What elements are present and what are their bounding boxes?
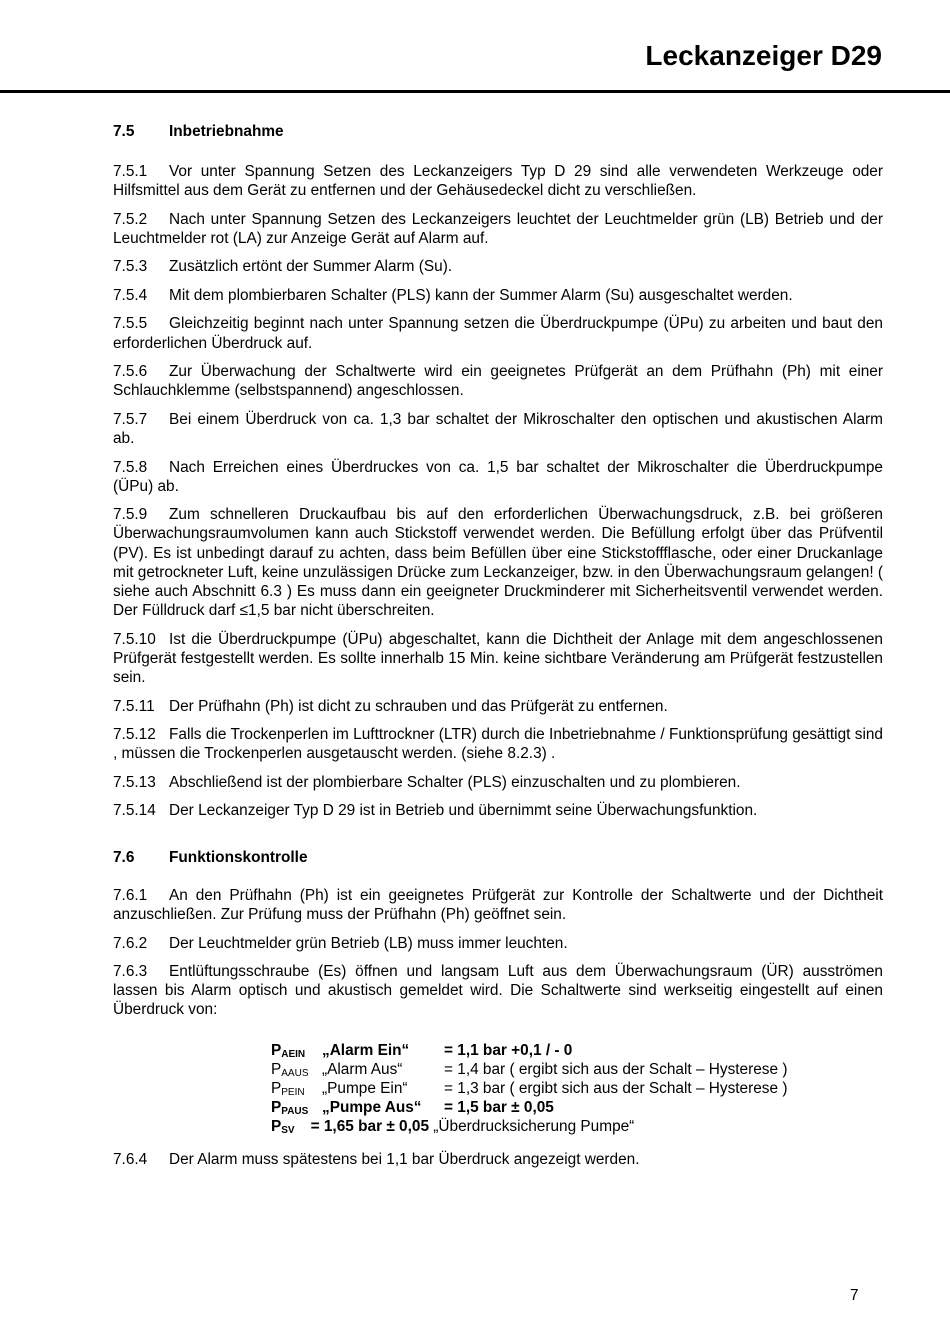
paragraph [113, 886, 883, 924]
paragraph [113, 773, 883, 792]
paragraph-number: 7.5.6 [113, 363, 148, 381]
paragraph [113, 630, 883, 688]
paragraph [113, 410, 883, 448]
paragraph [113, 162, 883, 200]
paragraph-number: 7.5.7 [113, 410, 148, 428]
paragraph-number: 7.5.2 [113, 210, 148, 228]
paragraph [113, 210, 883, 248]
paragraph-text: Mit dem plombierbaren Schalter (PLS) kann der Summer Alarm (Su) ausgeschaltet werden. [169, 286, 793, 304]
paragraph-text: Falls die Trockenperlen im Lufttrockner (LTR) durch die Inbetriebnahme / Funktionsprüfung gesättigt sind , müssen die Trockenperlen ausgetauscht werden. (siehe 8.2.3) . [113, 726, 883, 763]
paragraph-number: 7.5.14 [113, 802, 156, 820]
paragraph-number: 7.6.1 [113, 886, 148, 904]
spec-value: = 1,1 bar +0,1 / - 0 [444, 1041, 573, 1059]
paragraph [113, 697, 883, 716]
paragraph-number: 7.5.8 [113, 458, 148, 476]
spec-value: = 1,65 bar ± 0,05 [310, 1118, 430, 1136]
spec-row-sv [271, 1117, 883, 1136]
paragraph-text: Entlüftungsschraube (Es) öffnen und langsam Luft aus dem Überwachungsraum (ÜR) ausströmen lassen bis Alarm optisch und akustisch gemeldet wird. Die Schaltwerte sind werkseitig eingestellt auf einen Überdruck von: [113, 963, 883, 1019]
paragraph-number: 7.5.5 [113, 315, 148, 333]
paragraph-number: 7.5.4 [113, 286, 148, 304]
paragraph-text: Der Prüfhahn (Ph) ist dicht zu schrauben und das Prüfgerät zu entfernen. [169, 697, 668, 715]
document-body [113, 122, 883, 1178]
paragraph-text: Der Leuchtmelder grün Betrieb (LB) muss immer leuchten. [169, 934, 568, 952]
paragraph-text: Abschließend ist der plombierbare Schalter (PLS) einzuschalten und zu plombieren. [169, 773, 741, 791]
paragraph [113, 962, 883, 1020]
spec-value: = 1,4 bar ( ergibt sich aus der Schalt – Hysterese ) [444, 1060, 788, 1078]
paragraph [113, 362, 883, 400]
page-title: Leckanzeiger D29 [645, 40, 882, 71]
spec-description: „Überdrucksicherung Pumpe“ [429, 1118, 635, 1136]
pressure-symbol: $P_{AEIN}$ [271, 1041, 306, 1060]
paragraph [113, 725, 883, 763]
paragraph-number: 7.6.2 [113, 934, 148, 952]
section-title: Inbetriebnahme [169, 123, 284, 140]
spec-label: „Pumpe Aus“ [322, 1099, 422, 1117]
paragraph-number: 7.5.11 [113, 697, 155, 715]
paragraph [113, 314, 883, 352]
header-rule [0, 90, 950, 93]
section-heading-7-5 [113, 122, 883, 141]
spec-value: = 1,5 bar ± 0,05 [444, 1099, 554, 1117]
paragraph-text: Der Leckanzeiger Typ D 29 ist in Betrieb und übernimmt seine Überwachungsfunktion. [169, 802, 758, 820]
paragraph-text: Zur Überwachung der Schaltwerte wird ein geeignetes Prüfgerät an dem Prüfhahn (Ph) mit einer Schlauchklemme (selbstspannend) angeschlossen. [113, 363, 883, 400]
spec-value: = 1,3 bar ( ergibt sich aus der Schalt – Hysterese ) [444, 1080, 788, 1098]
paragraph-number: 7.6.3 [113, 963, 148, 981]
pressure-symbol: $P_{AAUS}$ [271, 1060, 309, 1079]
paragraph-text: Der Alarm muss spätestens bei 1,1 bar Überdruck angezeigt werden. [169, 1150, 640, 1168]
paragraph-number: 7.5.13 [113, 773, 156, 791]
paragraph-text: Gleichzeitig beginnt nach unter Spannung setzen die Überdruckpumpe (ÜPu) zu arbeiten und baut den erforderlichen Überdruck auf. [113, 315, 883, 352]
spec-label: „Alarm Ein“ [322, 1041, 410, 1059]
paragraph [113, 934, 883, 953]
paragraph-number: 7.5.3 [113, 258, 148, 276]
paragraph-text: An den Prüfhahn (Ph) ist ein geeignetes Prüfgerät zur Kontrolle der Schaltwerte und der Dichtheit anzuschließen. Zur Prüfung muss der Prüfhahn (Ph) geöffnet sein. [113, 886, 883, 924]
pressure-symbol: $P_{PAUS}$ [271, 1099, 309, 1118]
paragraph [113, 801, 883, 820]
paragraph-number: 7.5.10 [113, 630, 156, 648]
paragraph-number: 7.5.9 [113, 506, 148, 524]
spec-row-pumpe-ein [271, 1079, 883, 1098]
spec-row-pumpe-aus [271, 1098, 883, 1117]
paragraph-text: Nach Erreichen eines Überdruckes von ca. 1,5 bar schaltet der Mikroschalter die Überdruckpumpe (ÜPu) ab. [113, 458, 883, 495]
paragraph [113, 286, 883, 305]
paragraph-text: Nach unter Spannung Setzen des Leckanzeigers leuchtet der Leuchtmelder grün (LB) Betrieb und der Leuchtmelder rot (LA) zur Anzeige Gerät auf Alarm auf. [113, 210, 883, 247]
paragraph-number: 7.5.12 [113, 726, 156, 744]
paragraph [113, 257, 883, 276]
section-number: 7.6 [113, 848, 135, 866]
spec-label: „Pumpe Ein“ [322, 1080, 408, 1098]
section-title: Funktionskontrolle [169, 848, 308, 866]
pressure-symbol: $P_{PEIN}$ [271, 1080, 305, 1099]
paragraph-text: Vor unter Spannung Setzen des Leckanzeigers Typ D 29 sind alle verwendeten Werkzeuge oder Hilfsmittel aus dem Gerät zu entfernen und der Gehäusedeckel dicht zu verschließen. [113, 163, 883, 200]
paragraph-text: Ist die Überdruckpumpe (ÜPu) abgeschaltet, kann die Dichtheit der Anlage mit dem angeschlossenen Prüfgerät festgestellt werden. Es sollte innerhalb 15 Min. keine sichtbare Veränderung am Prüfgerät festzustellen sein. [113, 630, 883, 687]
paragraph-text: Bei einem Überdruck von ca. 1,3 bar schaltet der Mikroschalter den optischen und akustischen Alarm ab. [113, 410, 883, 448]
paragraph-text: Zusätzlich ertönt der Summer Alarm (Su). [169, 258, 453, 276]
paragraph [113, 505, 883, 620]
section-number: 7.5 [113, 123, 135, 140]
paragraph [113, 1150, 883, 1169]
switch-values-table [271, 1041, 883, 1137]
section-heading-7-6 [113, 848, 883, 867]
paragraph [113, 458, 883, 496]
paragraph-number: 7.5.1 [113, 163, 148, 180]
paragraph-number: 7.6.4 [113, 1150, 148, 1168]
spec-row-alarm-ein [271, 1041, 883, 1060]
paragraph-text: Zum schnelleren Druckaufbau bis auf den erforderlichen Überwachungsdruck, z.B. bei größeren Überwachungsraumvolumen kann auch Stickstoff verwendet werden. Die Befüllung erfolgt über das Prüfventil (PV). Es ist unbedingt darauf zu achten, dass beim Befüllen über eine Stickstoffflasche, oder einer Druckanlage mit getrockneter Luft, keine unzulässigen Drücke zum Leckanzeiger, bzw. in den Überwachungsraum gelangen! ( siehe auch Abschnitt 6.3 ) Es muss dann ein geeigneter Druckminderer mit Sicherheitsventil verwendet werden. Der Fülldruck darf ≤1,5 bar nicht überschreiten. [113, 506, 883, 620]
spec-row-alarm-aus [271, 1060, 883, 1079]
page-number: 7 [850, 1287, 859, 1304]
pressure-symbol: $P_{SV}$ [271, 1118, 295, 1137]
spec-label: „Alarm Aus“ [322, 1060, 403, 1078]
